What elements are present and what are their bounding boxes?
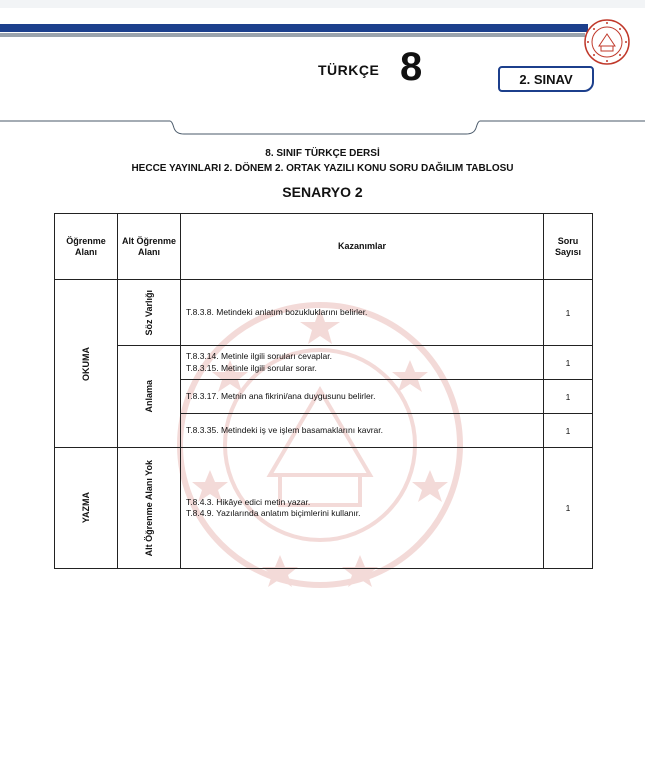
table-title: HECCE YAYINLARI 2. DÖNEM 2. ORTAK YAZILI KONU SORU DAĞILIM TABLOSU <box>131 163 514 174</box>
header-count: Soru Sayısı <box>544 214 593 280</box>
outcome-text: T.8.3.35. Metindeki iş ve işlem basamaklarını kavrar. <box>186 424 383 435</box>
table-row <box>55 346 593 380</box>
count-cell: 1 <box>544 346 593 380</box>
sub-area-label: Anlama <box>144 380 154 413</box>
header-sub-area: Alt Öğrenme Alanı <box>118 214 181 280</box>
area-cell-yazma <box>55 448 118 569</box>
sub-area-label: Söz Varlığı <box>144 289 154 336</box>
outcome-cell <box>181 380 544 414</box>
scenario-title: SENARYO 2 <box>282 184 363 200</box>
area-label: OKUMA <box>81 346 91 381</box>
header-stripe-gray <box>0 33 585 37</box>
header-divider <box>0 120 645 150</box>
outcome-cell <box>181 280 544 346</box>
outcome-text: T.8.4.3. Hikâye edici metin yazar. <box>186 496 311 507</box>
course-title: 8. SINIF TÜRKÇE DERSİ <box>265 148 380 159</box>
table-row <box>55 280 593 346</box>
count-cell: 1 <box>544 380 593 414</box>
sub-area-cell <box>118 448 181 569</box>
grade-number: 8 <box>400 45 423 89</box>
outcome-text: T.8.3.8. Metindeki anlatım bozukluklarını belirler. <box>186 306 368 317</box>
sub-area-label: Alt Öğrenme Alanı Yok <box>144 459 154 557</box>
count-cell: 1 <box>544 448 593 569</box>
area-cell-okuma <box>55 280 118 448</box>
outcome-cell <box>181 414 544 448</box>
outcome-text: T.8.3.15. Metinle ilgili sorular sorar. <box>186 362 317 373</box>
outcome-text: T.8.3.17. Metnin ana fikrini/ana duygusunu belirler. <box>186 390 376 401</box>
outcome-text: T.8.3.14. Metinle ilgili soruları cevaplar. <box>186 351 332 362</box>
sub-area-cell <box>118 346 181 448</box>
area-label: YAZMA <box>81 492 91 524</box>
sub-area-cell <box>118 280 181 346</box>
header-stripe-navy <box>0 24 588 32</box>
subject-title: TÜRKÇE <box>318 62 380 78</box>
outcome-cell <box>181 448 544 569</box>
ministry-seal-icon <box>583 18 631 66</box>
outcome-text: T.8.4.9. Yazılarında anlatım biçimlerini kullanır. <box>186 508 361 518</box>
header-outcomes: Kazanımlar <box>181 214 544 280</box>
header-area: Öğrenme Alanı <box>55 214 118 280</box>
outcome-cell <box>181 346 544 380</box>
exam-label: 2. SINAV <box>498 66 594 92</box>
table-row <box>55 448 593 569</box>
distribution-table <box>54 213 593 569</box>
count-cell: 1 <box>544 280 593 346</box>
top-band <box>0 0 645 8</box>
count-cell: 1 <box>544 414 593 448</box>
